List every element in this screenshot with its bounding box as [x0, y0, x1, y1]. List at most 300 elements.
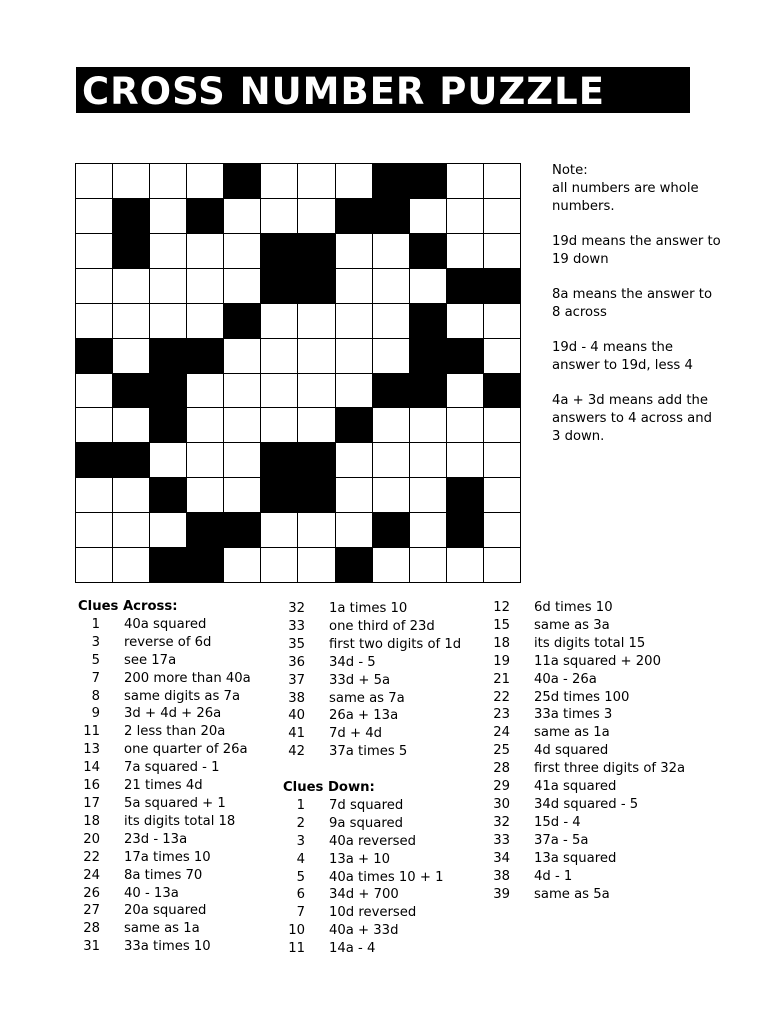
clue-down: [488, 689, 728, 707]
clue-text: 1a times 10: [329, 601, 408, 616]
grid-cell-black: [298, 269, 335, 304]
grid-cell-white[interactable]: [298, 339, 335, 374]
grid-cell-black: [113, 374, 150, 409]
clue-text: 10d reversed: [329, 905, 417, 921]
clue-text: 40a times 10 + 1: [329, 869, 444, 885]
clue-number: 23: [493, 707, 510, 723]
clue-text: 200 more than 40a: [124, 670, 251, 686]
clue-across: [78, 777, 278, 795]
grid-cell-black: [484, 269, 521, 304]
grid-cell-white[interactable]: [298, 513, 335, 548]
clue-text: one quarter of 26a: [124, 742, 248, 758]
clues-across-column-2: [283, 600, 483, 761]
clues-across-heading: Clues Across:: [78, 599, 178, 614]
grid-cell-white[interactable]: [484, 339, 521, 374]
clue-text: one third of 23d: [329, 618, 435, 634]
clue-text: 34d squared - 5: [534, 796, 639, 812]
grid-cell-white[interactable]: [410, 548, 447, 583]
clue-number: 2: [296, 815, 305, 831]
clue-text: first two digits of 1d: [329, 636, 462, 652]
grid-cell-white[interactable]: [76, 269, 113, 304]
clue-text: 34d + 700: [329, 887, 399, 903]
clue-number: 7: [91, 670, 100, 686]
grid-cell-white[interactable]: [447, 304, 484, 339]
grid-cell-white[interactable]: [187, 234, 224, 269]
grid-cell-white[interactable]: [76, 374, 113, 409]
grid-cell-white[interactable]: [76, 304, 113, 339]
clue-text: same as 1a: [124, 921, 200, 937]
grid-cell-white[interactable]: [224, 374, 261, 409]
clue-text: reverse of 6d: [124, 634, 212, 650]
grid-cell-black: [150, 374, 187, 409]
grid-cell-black: [298, 234, 335, 269]
clue-number: 38: [493, 868, 510, 884]
grid-cell-white[interactable]: [336, 234, 373, 269]
grid-cell-white[interactable]: [298, 408, 335, 443]
clue-across: [78, 616, 278, 634]
instructions-note: [552, 162, 722, 463]
clue-number: 9: [91, 706, 100, 722]
grid-cell-white[interactable]: [298, 164, 335, 199]
clue-text: 23d - 13a: [124, 831, 188, 847]
grid-cell-white[interactable]: [298, 199, 335, 234]
grid-cell-black: [298, 443, 335, 478]
grid-cell-white[interactable]: [261, 304, 298, 339]
clue-number: 11: [83, 724, 100, 740]
grid-cell-white[interactable]: [261, 408, 298, 443]
grid-cell-white[interactable]: [76, 234, 113, 269]
grid-cell-white[interactable]: [113, 339, 150, 374]
grid-cell-black: [261, 443, 298, 478]
grid-cell-black: [76, 443, 113, 478]
note-paragraph: 19d means the answer to 19 down: [552, 233, 721, 267]
grid-cell-white[interactable]: [410, 269, 447, 304]
clue-text: 6d times 10: [534, 600, 613, 615]
grid-cell-black: [336, 408, 373, 443]
clue-across: [283, 636, 483, 654]
clue-text: 37a - 5a: [534, 832, 589, 848]
clue-number: 33: [493, 832, 510, 848]
clue-number: 18: [83, 813, 100, 829]
puzzle-grid: [75, 163, 521, 583]
grid-cell-white[interactable]: [298, 304, 335, 339]
grid-cell-white[interactable]: [410, 478, 447, 513]
note-paragraph: 4a + 3d means add the answers to 4 across and 3 down.: [552, 393, 712, 444]
grid-cell-white[interactable]: [447, 199, 484, 234]
clue-down: [283, 904, 483, 922]
clue-number: 19: [493, 653, 510, 669]
grid-cell-white[interactable]: [187, 408, 224, 443]
clue-number: 30: [493, 796, 510, 812]
grid-cell-black: [298, 478, 335, 513]
grid-cell-black: [187, 513, 224, 548]
grid-cell-white[interactable]: [187, 443, 224, 478]
clue-across: [283, 743, 483, 761]
clue-across: [283, 690, 483, 708]
clue-down: [488, 796, 728, 814]
grid-cell-white[interactable]: [447, 164, 484, 199]
clue-number: 5: [91, 652, 100, 668]
clue-text: same as 3a: [534, 617, 610, 633]
grid-cell-black: [113, 443, 150, 478]
grid-cell-black: [410, 339, 447, 374]
clue-down: [488, 832, 728, 850]
grid-cell-white[interactable]: [447, 443, 484, 478]
grid-cell-white[interactable]: [373, 269, 410, 304]
note-paragraph: 19d - 4 means the answer to 19d, less 4: [552, 340, 693, 373]
grid-cell-white[interactable]: [336, 304, 373, 339]
clue-down: [488, 635, 728, 653]
grid-cell-white[interactable]: [410, 408, 447, 443]
grid-cell-white[interactable]: [336, 513, 373, 548]
page-title: CROSS NUMBER PUZZLE: [82, 70, 605, 113]
clue-text: 4d - 1: [534, 868, 573, 884]
clue-number: 40: [288, 708, 305, 724]
grid-cell-white[interactable]: [113, 304, 150, 339]
clue-number: 28: [493, 761, 510, 777]
clue-number: 10: [288, 923, 305, 939]
grid-cell-white[interactable]: [187, 269, 224, 304]
grid-cell-white[interactable]: [261, 513, 298, 548]
clue-across: [78, 795, 278, 813]
grid-cell-white[interactable]: [484, 408, 521, 443]
clue-across: [283, 707, 483, 725]
clue-number: 15: [493, 617, 510, 633]
clue-down: [488, 671, 728, 689]
clue-down: [488, 778, 728, 796]
clue-down: [283, 851, 483, 869]
clue-down: [488, 760, 728, 778]
grid-cell-white[interactable]: [187, 478, 224, 513]
grid-cell-black: [410, 234, 447, 269]
grid-cell-white[interactable]: [336, 374, 373, 409]
grid-cell-white[interactable]: [336, 269, 373, 304]
clue-across: [78, 938, 278, 956]
grid-cell-white[interactable]: [484, 548, 521, 583]
grid-cell-white[interactable]: [150, 199, 187, 234]
grid-cell-white[interactable]: [373, 339, 410, 374]
clue-number: 27: [83, 903, 100, 919]
clue-across: [78, 741, 278, 759]
grid-cell-black: [187, 339, 224, 374]
clue-number: 5: [296, 869, 305, 885]
grid-cell-white[interactable]: [336, 339, 373, 374]
grid-cell-white[interactable]: [261, 548, 298, 583]
grid-cell-white[interactable]: [410, 199, 447, 234]
grid-cell-black: [373, 374, 410, 409]
clue-across: [78, 634, 278, 652]
title-banner: [76, 67, 690, 113]
grid-cell-white[interactable]: [76, 548, 113, 583]
clues-down-heading: Clues Down:: [283, 780, 375, 795]
clue-number: 32: [493, 814, 510, 830]
grid-cell-white[interactable]: [410, 513, 447, 548]
grid-cell-black: [187, 548, 224, 583]
clue-number: 8: [91, 688, 100, 704]
grid-cell-black: [410, 164, 447, 199]
grid-cell-white[interactable]: [76, 164, 113, 199]
grid-cell-white[interactable]: [76, 513, 113, 548]
clue-number: 20: [83, 831, 100, 847]
grid-cell-white[interactable]: [484, 164, 521, 199]
clue-text: 9a squared: [329, 815, 403, 831]
grid-cell-black: [447, 478, 484, 513]
clue-down: [283, 833, 483, 851]
clue-across: [283, 672, 483, 690]
clue-number: 35: [288, 636, 305, 652]
grid-cell-white[interactable]: [447, 234, 484, 269]
grid-cell-white[interactable]: [76, 199, 113, 234]
grid-cell-white[interactable]: [484, 443, 521, 478]
grid-cell-black: [484, 374, 521, 409]
clue-text: 7a squared - 1: [124, 760, 220, 776]
grid-cell-white[interactable]: [484, 513, 521, 548]
grid-cell-white[interactable]: [76, 478, 113, 513]
clue-across: [78, 813, 278, 831]
clue-across: [78, 723, 278, 741]
clue-number: 22: [83, 849, 100, 865]
grid-cell-white[interactable]: [298, 548, 335, 583]
clue-number: 33: [288, 618, 305, 634]
grid-cell-white[interactable]: [224, 339, 261, 374]
grid-cell-white[interactable]: [373, 408, 410, 443]
clue-text: its digits total 18: [124, 813, 236, 829]
grid-cell-white[interactable]: [373, 443, 410, 478]
grid-cell-black: [187, 199, 224, 234]
clue-across: [78, 885, 278, 903]
clue-number: 1: [296, 797, 305, 813]
clue-down: [488, 599, 728, 617]
clue-across: [283, 725, 483, 743]
grid-cell-white[interactable]: [150, 443, 187, 478]
clue-text: its digits total 15: [534, 635, 646, 651]
clue-text: 40 - 13a: [124, 885, 179, 901]
clue-number: 13: [83, 742, 100, 758]
clue-down: [488, 706, 728, 724]
clue-text: 40a + 33d: [329, 923, 399, 939]
grid-cell-white[interactable]: [150, 304, 187, 339]
clue-number: 28: [83, 921, 100, 937]
clue-number: 42: [288, 744, 305, 760]
clue-down: [488, 724, 728, 742]
grid-cell-white[interactable]: [113, 164, 150, 199]
clue-number: 34: [493, 850, 510, 866]
grid-cell-white[interactable]: [447, 408, 484, 443]
grid-cell-white[interactable]: [187, 374, 224, 409]
grid-cell-white[interactable]: [373, 548, 410, 583]
clue-text: 40a - 26a: [534, 671, 597, 687]
clue-number: 24: [83, 867, 100, 883]
grid-cell-white[interactable]: [373, 304, 410, 339]
clue-number: 16: [83, 778, 100, 794]
grid-cell-white[interactable]: [224, 548, 261, 583]
clues-across-column-1: [78, 598, 278, 956]
grid-cell-white[interactable]: [113, 513, 150, 548]
grid-cell-white[interactable]: [76, 408, 113, 443]
clue-number: 6: [296, 887, 305, 903]
clue-text: 37a times 5: [329, 744, 408, 760]
clue-across: [78, 849, 278, 867]
clue-text: 14a - 4: [329, 941, 376, 957]
clues-down-column-2: [488, 599, 728, 903]
grid-cell-white[interactable]: [373, 234, 410, 269]
clue-number: 25: [493, 743, 510, 759]
clue-down: [488, 742, 728, 760]
grid-cell-white[interactable]: [113, 478, 150, 513]
grid-cell-white[interactable]: [484, 199, 521, 234]
grid-cell-white[interactable]: [261, 164, 298, 199]
grid-cell-black: [261, 269, 298, 304]
grid-cell-black: [447, 513, 484, 548]
clue-across: [78, 759, 278, 777]
clue-text: 26a + 13a: [329, 708, 399, 724]
grid-cell-black: [150, 339, 187, 374]
grid-cell-black: [261, 478, 298, 513]
grid-cell-black: [373, 199, 410, 234]
grid-cell-white[interactable]: [224, 408, 261, 443]
clue-down: [283, 869, 483, 887]
clue-text: 25d times 100: [534, 689, 630, 705]
grid-cell-white[interactable]: [224, 269, 261, 304]
grid-cell-white[interactable]: [261, 339, 298, 374]
clue-number: 4: [296, 851, 305, 867]
grid-cell-black: [336, 548, 373, 583]
clue-text: 3d + 4d + 26a: [124, 706, 222, 722]
clue-text: 33d + 5a: [329, 672, 391, 688]
grid-cell-white[interactable]: [261, 199, 298, 234]
clue-down: [488, 886, 728, 904]
clue-text: same digits as 7a: [124, 688, 241, 704]
clue-number: 22: [493, 689, 510, 705]
note-paragraph: 8a means the answer to 8 across: [552, 286, 713, 320]
clue-text: 7d + 4d: [329, 726, 382, 742]
clue-number: 3: [91, 634, 100, 650]
clue-text: 33a times 3: [534, 707, 613, 723]
grid-cell-black: [373, 513, 410, 548]
clue-text: 40a squared: [124, 616, 207, 632]
clue-across: [283, 654, 483, 672]
grid-cell-white[interactable]: [150, 234, 187, 269]
clue-number: 11: [288, 941, 305, 957]
grid-cell-white[interactable]: [113, 548, 150, 583]
clue-down: [488, 653, 728, 671]
grid-cell-white[interactable]: [336, 478, 373, 513]
grid-cell-white[interactable]: [113, 269, 150, 304]
grid-cell-black: [224, 513, 261, 548]
clue-down: [283, 815, 483, 833]
clue-text: 34d - 5: [329, 654, 376, 670]
clue-down: [488, 850, 728, 868]
grid-cell-white[interactable]: [484, 304, 521, 339]
clue-text: 17a times 10: [124, 849, 211, 865]
grid-cell-white[interactable]: [447, 374, 484, 409]
grid-cell-white[interactable]: [187, 164, 224, 199]
grid-cell-white[interactable]: [224, 199, 261, 234]
clue-text: 41a squared: [534, 779, 617, 795]
clue-text: 13a squared: [534, 850, 617, 866]
clues-down-column-1: [283, 779, 483, 958]
grid-cell-white[interactable]: [298, 374, 335, 409]
grid-cell-white[interactable]: [113, 408, 150, 443]
clue-number: 3: [296, 833, 305, 849]
clue-number: 37: [288, 672, 305, 688]
grid-cell-white[interactable]: [261, 374, 298, 409]
clue-number: 7: [296, 905, 305, 921]
clue-number: 26: [83, 885, 100, 901]
grid-cell-black: [113, 199, 150, 234]
clue-text: 5a squared + 1: [124, 795, 226, 811]
grid-cell-white[interactable]: [224, 234, 261, 269]
clue-down: [488, 617, 728, 635]
clue-number: 17: [83, 795, 100, 811]
clue-text: 40a reversed: [329, 833, 416, 849]
clue-text: see 17a: [124, 652, 177, 668]
clue-across: [283, 600, 483, 618]
grid-cell-black: [113, 234, 150, 269]
grid-cell-white[interactable]: [410, 443, 447, 478]
grid-cell-black: [261, 234, 298, 269]
clue-text: 8a times 70: [124, 867, 203, 883]
grid-cell-black: [410, 374, 447, 409]
clue-text: same as 5a: [534, 886, 610, 902]
clue-across: [78, 831, 278, 849]
clue-text: same as 1a: [534, 725, 610, 741]
note-paragraph: Note: all numbers are whole numbers.: [552, 163, 699, 214]
grid-cell-black: [150, 408, 187, 443]
grid-cell-white[interactable]: [336, 443, 373, 478]
clue-across: [78, 705, 278, 723]
clue-number: 38: [288, 690, 305, 706]
clue-number: 32: [288, 601, 305, 616]
grid-cell-white[interactable]: [150, 164, 187, 199]
grid-cell-white[interactable]: [187, 304, 224, 339]
clue-down: [283, 922, 483, 940]
clue-text: 20a squared: [124, 903, 207, 919]
clue-number: 21: [493, 671, 510, 687]
grid-cell-black: [150, 548, 187, 583]
clue-number: 31: [83, 939, 100, 955]
grid-cell-white[interactable]: [224, 478, 261, 513]
clue-text: same as 7a: [329, 690, 405, 706]
grid-cell-white[interactable]: [447, 548, 484, 583]
grid-cell-black: [76, 339, 113, 374]
grid-cell-white[interactable]: [484, 234, 521, 269]
clue-number: 39: [493, 886, 510, 902]
clue-number: 14: [83, 760, 100, 776]
clue-down: [488, 814, 728, 832]
grid-cell-white[interactable]: [150, 513, 187, 548]
grid-cell-white[interactable]: [150, 269, 187, 304]
clue-number: 12: [493, 600, 510, 615]
grid-cell-black: [373, 164, 410, 199]
grid-cell-black: [447, 269, 484, 304]
grid-cell-white[interactable]: [373, 478, 410, 513]
grid-cell-white[interactable]: [336, 164, 373, 199]
clue-text: 33a times 10: [124, 939, 211, 955]
clue-across: [78, 920, 278, 938]
grid-cell-white[interactable]: [224, 443, 261, 478]
grid-cell-white[interactable]: [484, 478, 521, 513]
clue-across: [78, 688, 278, 706]
clue-number: 18: [493, 635, 510, 651]
grid-cell-black: [224, 304, 261, 339]
clue-across: [78, 670, 278, 688]
grid-cell-black: [447, 339, 484, 374]
clue-across: [78, 867, 278, 885]
grid-cell-black: [150, 478, 187, 513]
clue-down: [283, 886, 483, 904]
clue-down: [488, 868, 728, 886]
